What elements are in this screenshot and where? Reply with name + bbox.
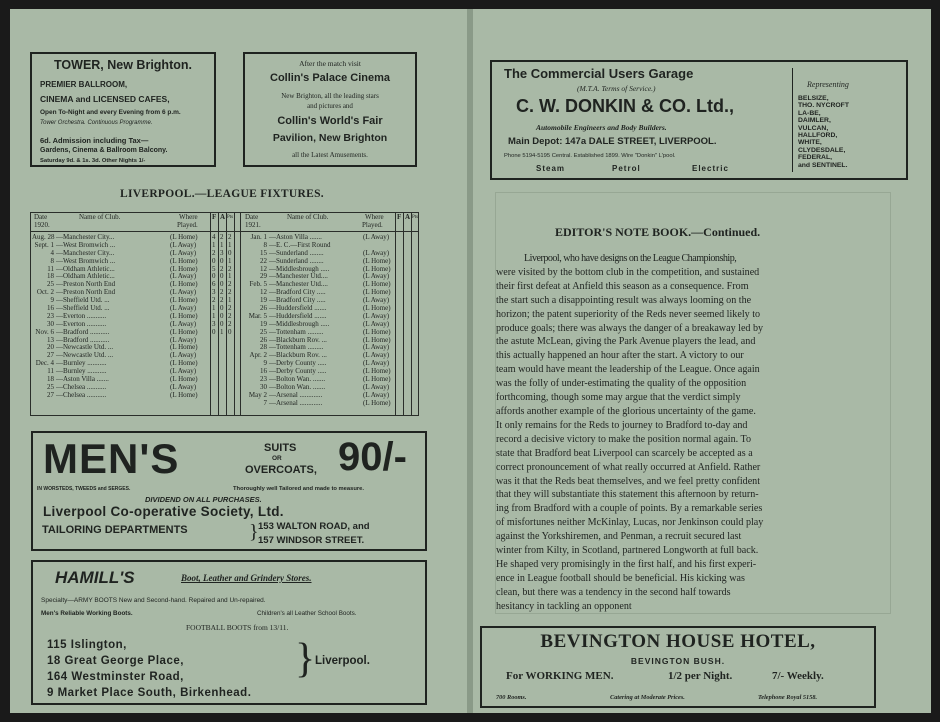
fixture-date: 27 — [47, 351, 54, 360]
right-hdr-pts: Pts — [412, 215, 419, 220]
fixture-a: 0 — [220, 311, 224, 320]
fixture-date: Apr. 2 — [249, 351, 267, 360]
fixture-date: 11 — [47, 367, 54, 376]
left-hdr-where: Where — [179, 213, 198, 221]
mens-addr1: 153 WALTON ROAD, and — [258, 521, 370, 532]
bevington-working: For WORKING MEN. — [506, 670, 614, 682]
fixture-date: Feb. 5 — [249, 280, 267, 289]
fixture-date: 4 — [50, 248, 54, 257]
editor-line: of misfortunes neither McKinlay, Lucas, nor Jenkinson could play — [496, 517, 764, 529]
garage-name: C. W. DONKIN & CO. Ltd., — [516, 96, 734, 116]
collins-footer: all the Latest Amusements. — [292, 151, 368, 159]
fixture-date: 9 — [263, 359, 267, 368]
fixtures-title: LIVERPOOL.—LEAGUE FIXTURES. — [120, 188, 324, 200]
fixture-date: 19 — [260, 319, 267, 328]
fixture-a: 0 — [220, 280, 224, 289]
editor-line: was it that the Reds beat themselves, and we feel pretty confident — [496, 475, 761, 487]
fixture-date: 11 — [47, 264, 54, 273]
fixture-club: —Burnley ........... — [56, 359, 107, 368]
fixture-date: 28 — [260, 343, 267, 352]
garage-rep-item: CLYDESDALE, — [798, 146, 846, 154]
fixture-where: (L Home) — [170, 280, 198, 289]
fixture-club: —Bradford ........... — [56, 327, 110, 336]
fixture-pts: 1 — [228, 240, 232, 249]
editor-line: winter from Kilty, in Scotland, partnered Longworth at full back. — [496, 545, 759, 557]
fixture-pts: 1 — [228, 296, 232, 305]
fixture-date: 23 — [47, 311, 54, 320]
fixture-date: Jan. 1 — [250, 233, 267, 241]
fixture-date: Dec. 4 — [35, 359, 54, 368]
fixture-a: 0 — [220, 319, 224, 328]
fixture-club: —Manchester City... — [56, 248, 115, 257]
brace: } — [249, 521, 259, 543]
tower-line2: CINEMA and LICENSED CAFES, — [40, 94, 170, 104]
hamill-a2: 18 Great George Place, — [47, 655, 184, 667]
fixture-club: —Tottenham ......... — [269, 343, 324, 352]
tower-line3: Open To-Night and every Evening from 6 p.m. — [40, 109, 181, 116]
editor-line: state that Bradford beat Liverpool can scarcely be accepted as a — [496, 447, 753, 459]
fixture-date: 19 — [260, 296, 267, 305]
mens-addr2: 157 WINDSOR STREET. — [258, 535, 365, 546]
fixture-date: 25 — [260, 327, 267, 336]
fixture-club: —Manchester Utd.... — [269, 272, 328, 281]
fixture-club: —Aston Villa ....... — [56, 375, 109, 384]
hamill-brace: } — [295, 636, 316, 682]
fixture-club: —Huddersfield ....... — [269, 311, 327, 320]
right-hdr-played: Played. — [362, 220, 383, 229]
fixture-club: —Burnley ........... — [56, 367, 107, 376]
bevington-rooms: 700 Rooms. — [496, 694, 527, 701]
fixture-where: (L Home) — [170, 359, 198, 368]
fixture-where: (L Away) — [170, 248, 197, 257]
hamill-l2b: Children's all Leather School Boots. — [257, 610, 357, 617]
fixture-date: 12 — [260, 264, 267, 273]
editor-line: He shaped very promisingly in the first half, and his first experi- — [496, 558, 757, 570]
fixture-a: 0 — [220, 272, 224, 281]
garage-rep-item: and SENTINEL. — [798, 161, 848, 169]
fixture-pts: 2 — [228, 280, 232, 289]
fixture-pts: 0 — [228, 248, 232, 257]
fixture-f: 5 — [212, 264, 216, 273]
hamill-l2a: Men's Reliable Working Boots. — [41, 610, 133, 617]
editor-line: were visited by the bottom club in the competition, and sustained — [496, 266, 760, 278]
fixture-date: 8 — [263, 240, 267, 249]
fixture-date: Sept. 1 — [34, 240, 54, 249]
fixture-club: —Preston North End — [56, 280, 116, 289]
fixture-where: (L Home) — [363, 335, 391, 344]
mens-ad — [31, 431, 427, 551]
mens-overcoats: OVERCOATS, — [245, 464, 317, 476]
fixture-club: —Sheffield Utd. ... — [56, 296, 110, 305]
fixture-where: (L Away) — [170, 367, 197, 376]
fixture-where: (L Home) — [170, 375, 198, 384]
fixture-club: —Chelsea ........... — [56, 382, 107, 391]
fixture-f: 1 — [212, 304, 216, 313]
fixture-a: 0 — [220, 256, 224, 265]
fixture-date: Mar. 5 — [248, 311, 267, 320]
left-hdr-date: Date — [34, 213, 48, 221]
mens-society: Liverpool Co-operative Society, Ltd. — [43, 504, 284, 519]
fixture-club: —Aston Villa ....... — [269, 233, 322, 241]
fixture-club: —West Bromwich ... — [56, 240, 116, 249]
fixture-date: 30 — [47, 319, 54, 328]
bevington-sub: BEVINGTON BUSH. — [630, 656, 726, 666]
fixture-f: 0 — [212, 327, 216, 336]
fixture-date: 26 — [260, 304, 267, 313]
fixture-date: 26 — [260, 335, 267, 344]
hamill-l3: FOOTBALL BOOTS from 13/11. — [186, 623, 289, 632]
fixture-where: (L Away) — [363, 351, 390, 360]
tower-line7: Saturday 9d. & 1s. 3d. Other Nights 1/- — [40, 158, 146, 164]
collins-intro: After the match visit — [299, 59, 361, 68]
fixture-club: —Manchester Utd.... — [269, 280, 328, 289]
fixture-f: 2 — [212, 248, 216, 257]
fixture-where: (L Away) — [170, 319, 197, 328]
collins-ad — [243, 52, 417, 167]
fixture-club: —Derby County ..... — [269, 367, 327, 376]
fixture-f: 6 — [212, 280, 216, 289]
right-hdr-where: Where — [365, 213, 384, 221]
fixture-club: —Sunderland ........ — [269, 256, 324, 265]
fixture-where: (L Away) — [363, 319, 390, 328]
editor-title: EDITOR'S NOTE BOOK.—Continued. — [555, 225, 761, 239]
bevington-title: BEVINGTON HOUSE HOTEL, — [540, 631, 816, 652]
right-hdr-f: F — [397, 213, 402, 221]
fixture-club: —Derby County ..... — [269, 359, 327, 368]
fixture-club: —Oldham Athletic... — [56, 272, 115, 281]
fixture-a: 2 — [220, 264, 224, 273]
editor-line: ence in League football should be beneficial. His kicking was — [496, 572, 745, 584]
garage-rep-item: HALLFORD, — [798, 132, 838, 140]
mens-big: MEN'S — [43, 435, 180, 482]
fixture-date: 18 — [47, 375, 54, 384]
fixture-a: 2 — [220, 296, 224, 305]
bevington-night: 1/2 per Night. — [668, 670, 733, 682]
fixture-a: 0 — [220, 304, 224, 313]
fixture-date: 29 — [260, 272, 267, 281]
fixture-where: (L Home) — [170, 327, 198, 336]
fixture-club: —Arsenal ............. — [269, 390, 323, 399]
fixture-date: 7 — [263, 398, 267, 407]
fixture-where: (L Away) — [170, 351, 197, 360]
fixture-where: (L Home) — [363, 375, 391, 384]
garage-phone: Phone 5194-5195 Central. Established 1899. Wire "Donkin" L'pool. — [504, 153, 676, 159]
fixture-club: —Huddersfield ....... — [269, 304, 327, 313]
editor-line: affords another example of the glorious uncertainty of the game. — [496, 405, 756, 417]
editor-line: hesitancy in tackling an opponent — [496, 600, 632, 612]
garage-steam: Steam — [536, 164, 566, 173]
fixture-f: 2 — [212, 296, 216, 305]
fixture-pts: 2 — [228, 264, 232, 273]
editor-line: record a decisive victory to make the position normal again. To — [496, 433, 752, 445]
fixture-where: (L Home) — [170, 311, 198, 320]
right-hdr-year: 1921. — [245, 220, 261, 229]
mens-dividend: DIVIDEND ON ALL PURCHASES. — [145, 495, 262, 504]
editor-line: Liverpool, who have designs on the League Championship, — [524, 253, 737, 264]
fixture-f: 3 — [212, 288, 216, 297]
tower-line4: Tower Orchestra. Continuous Programme. — [40, 120, 153, 126]
editor-line: horizon; the patent superiority of the Reds never seemed likely to — [496, 308, 761, 320]
fixture-club: —Middlesbrough ..... — [269, 264, 330, 273]
fixture-club: —Newcastle Utd. ... — [56, 351, 114, 360]
fixture-where: (L Away) — [363, 272, 390, 281]
left-hdr-f: F — [212, 213, 217, 221]
fixture-club: —Chelsea ........... — [56, 390, 107, 399]
fixture-f: 0 — [212, 256, 216, 265]
garage-rep-item: THO. NYCROFT — [798, 102, 849, 110]
fixture-where: (L Away) — [170, 382, 197, 391]
fixture-pts: 2 — [228, 233, 232, 241]
garage-rep-item: BELSIZE, — [798, 95, 829, 102]
fixture-a: 1 — [220, 240, 224, 249]
fixture-where: (L Home) — [170, 390, 198, 399]
editor-line: produce goals; there was always the danger of a breakaway led by — [496, 322, 764, 334]
fixture-date: 8 — [50, 256, 54, 265]
fixture-date: 18 — [47, 272, 54, 281]
garage-rep-item: DAIMLER, — [798, 117, 831, 125]
left-hdr-a: A — [220, 213, 226, 221]
collins-title3: Pavilion, New Brighton — [272, 132, 388, 144]
garage-eng: Automobile Engineers and Body Builders. — [536, 123, 667, 132]
mens-suits: SUITS — [264, 442, 297, 454]
fixture-where: (L Away) — [170, 304, 197, 313]
fixture-date: 22 — [260, 256, 267, 265]
hamill-city: Liverpool. — [315, 655, 370, 667]
tower-line5: 6d. Admission including Tax— — [40, 136, 149, 145]
garage-title: The Commercial Users Garage — [504, 66, 694, 81]
fixture-club: —Blackburn Rov. ... — [269, 351, 327, 360]
tower-line1: PREMIER BALLROOM, — [40, 80, 128, 89]
editor-line: It only remains for the Reds to journey to Bradford to-day and — [496, 419, 748, 431]
collins-title2: Collin's World's Fair — [277, 115, 383, 127]
hamill-a4: 9 Market Place South, Birkenhead. — [47, 687, 252, 699]
left-hdr-club: Name of Club. — [79, 213, 121, 221]
fixture-club: —Tottenham ......... — [269, 327, 324, 336]
fixture-f: 4 — [212, 233, 216, 241]
mens-small-right: Thoroughly well Tailored and made to measure. — [233, 486, 364, 492]
hamill-ad — [31, 560, 427, 705]
editor-line: this actually happened an hour after the start. A victory to our — [496, 350, 744, 362]
fixture-club: —Arsenal ............. — [269, 398, 323, 407]
bevington-phone: Telephone Royal 5158. — [758, 694, 818, 701]
fixture-pts: 2 — [228, 288, 232, 297]
garage-divider — [792, 68, 793, 172]
editor-line: forthcoming, though some may argue that the verdict simply — [496, 392, 741, 404]
left-hdr-year: 1920. — [34, 220, 50, 229]
fixture-where: (L Home) — [363, 256, 391, 265]
fixture-a: 1 — [220, 327, 224, 336]
bevington-catering: Catering at Moderate Prices. — [610, 694, 685, 701]
editor-line: the astute McLean, giving the Park Avenue players the lead, and — [496, 336, 756, 348]
hamill-a1: 115 Islington, — [47, 639, 127, 651]
fixture-club: —Blackburn Rov. ... — [269, 335, 327, 344]
right-hdr-a: A — [405, 213, 411, 221]
bevington-weekly: 7/- Weekly. — [772, 670, 824, 682]
fixture-where: (L Away) — [363, 382, 390, 391]
fixture-where: (L Away) — [363, 296, 390, 305]
fixture-date: 9 — [50, 296, 54, 305]
fixture-date: 20 — [47, 343, 54, 352]
editor-line: was the folly of under-estimating the quality of the opposition — [496, 378, 747, 390]
fixture-date: 15 — [260, 248, 267, 257]
fixture-club: —Everton ........... — [56, 311, 107, 320]
collins-mid2: and pictures and — [307, 102, 353, 110]
fixture-where: (L Home) — [363, 264, 391, 273]
hamill-name: HAMILL'S — [55, 568, 135, 587]
fixture-club: —Manchester City... — [56, 233, 115, 241]
fixture-where: (L Home) — [170, 343, 198, 352]
fixture-date: 12 — [260, 288, 267, 297]
fixture-f: 0 — [212, 272, 216, 281]
hamill-l1: Specialty—ARMY BOOTS New and Second-hand. Repaired and Un-repaired. — [41, 597, 266, 604]
fixture-date: 23 — [260, 375, 267, 384]
fixture-where: (L Away) — [170, 240, 197, 249]
fixture-club: —West Bromwich ... — [56, 256, 116, 265]
collins-title1: Collin's Palace Cinema — [270, 72, 390, 84]
tower-line6: Gardens, Cinema & Ballroom Balcony. — [40, 147, 168, 154]
fixture-where: (L Away) — [363, 390, 390, 399]
garage-petrol: Petrol — [612, 164, 641, 173]
fixture-club: —Sheffield Utd. ... — [56, 304, 110, 313]
fixture-date: May 2 — [248, 390, 267, 399]
fixture-where: (L Away) — [363, 311, 390, 320]
editor-line: the start such a disappointing result was always looming on the — [496, 294, 752, 306]
fixture-where: (L Home) — [363, 398, 391, 407]
fixture-where: (L Away) — [363, 233, 390, 241]
garage-sub: (M.T.A. Terms of Service.) — [577, 84, 656, 93]
garage-rep-item: FEDERAL, — [798, 154, 832, 162]
editor-line: correct pronouncement of what really occurred at Anfield. Rather — [496, 461, 761, 473]
fixture-where: (L Away) — [363, 248, 390, 257]
fixture-date: 13 — [47, 335, 54, 344]
right-hdr-club: Name of Club. — [287, 213, 329, 221]
garage-reps — [798, 95, 849, 169]
editor-line: ing from Bradford with a couple of points. By a remarkable series — [496, 503, 763, 515]
fixture-pts: 2 — [228, 311, 232, 320]
left-hdr-pts: Pts — [227, 215, 234, 220]
fixture-date: 25 — [47, 382, 54, 391]
fixture-pts: 2 — [228, 319, 232, 328]
mens-tailoring: TAILORING DEPARTMENTS — [42, 524, 188, 536]
fixture-where: (L Home) — [363, 327, 391, 336]
fixture-date: 16 — [260, 367, 267, 376]
fixture-club: —Everton ........... — [56, 319, 107, 328]
hamill-a3: 164 Westminster Road, — [47, 671, 184, 683]
fixture-club: —Bolton Wan. ....... — [269, 375, 326, 384]
fixture-club: —Oldham Athletic... — [56, 264, 115, 273]
fixture-f: 1 — [212, 240, 216, 249]
mens-price: 90/- — [338, 435, 407, 479]
fixture-club: —Newcastle Utd. ... — [56, 343, 114, 352]
fixture-where: (L Home) — [170, 296, 198, 305]
editor-line: that they will substantiate this statement this afternoon by return- — [496, 489, 759, 501]
fixture-club: —Bradford ........... — [56, 335, 110, 344]
editor-line: their first defeat at Anfield this season as a consequence. From — [496, 280, 749, 292]
fixture-pts: 0 — [228, 327, 232, 336]
mens-small-left: IN WORSTEDS, TWEEDS and SERGES. — [37, 486, 131, 492]
editor-line: against the Yorkshiremen, and Penman, a recruit secured last — [496, 531, 742, 543]
fixture-where: (L Away) — [363, 343, 390, 352]
fixture-where: (L Away) — [363, 359, 390, 368]
garage-depot: Main Depot: 147a DALE STREET, LIVERPOOL. — [508, 136, 717, 147]
bevington-ad — [480, 626, 876, 708]
fixture-club: —Bolton Wan. ....... — [269, 382, 326, 391]
editor-body — [496, 252, 874, 614]
collins-mid1: New Brighton, all the leading stars — [281, 92, 379, 100]
fixture-pts: 1 — [228, 256, 232, 265]
fixture-club: —Preston North End — [56, 288, 116, 297]
fixture-f: 1 — [212, 311, 216, 320]
fixture-where: (L Away) — [170, 272, 197, 281]
fixture-where: (L Home) — [363, 288, 391, 297]
editor-line: team would have meant the leadership of the League. Once again — [496, 364, 760, 376]
fixture-a: 3 — [220, 248, 224, 257]
garage-ad — [490, 60, 908, 180]
fixture-where: (L Home) — [363, 304, 391, 313]
garage-rep-item: LA-BE, — [798, 109, 821, 117]
fixture-where: (L Home) — [170, 264, 198, 273]
mens-or: OR — [272, 455, 282, 462]
fixture-date: 27 — [47, 390, 54, 399]
fixture-where: (L Away) — [170, 335, 197, 344]
fixture-date: 25 — [47, 280, 54, 289]
fixture-f: 3 — [212, 319, 216, 328]
tower-ad — [30, 52, 216, 167]
editor-line: clean, but there was a tendency in the second half towards — [496, 586, 731, 598]
fixture-where: (L Home) — [170, 233, 198, 241]
fixture-a: 2 — [220, 288, 224, 297]
hamill-tag: Boot, Leather and Grindery Stores. — [181, 573, 312, 583]
fixture-club: —Middlesbrough ..... — [269, 319, 330, 328]
fixture-where: (L Home) — [170, 256, 198, 265]
fixture-pts: 1 — [228, 272, 232, 281]
fixture-club: —Bradford City ..... — [269, 296, 326, 305]
fixture-date: Nov. 6 — [35, 327, 54, 336]
fixture-where: (L Away) — [170, 288, 197, 297]
fixture-club: —E. C.—First Round — [269, 240, 331, 249]
fixture-where: (L Home) — [363, 367, 391, 376]
fixture-date: 16 — [47, 304, 54, 313]
tower-title: TOWER, New Brighton. — [54, 58, 192, 72]
fixture-club: —Bradford City ..... — [269, 288, 326, 297]
fixture-date: 30 — [260, 382, 267, 391]
fixture-pts: 2 — [228, 304, 232, 313]
fixture-date: Aug. 28 — [32, 233, 55, 241]
garage-rep-item: VULCAN, — [798, 124, 829, 132]
fixture-a: 2 — [220, 233, 224, 241]
right-hdr-date: Date — [245, 213, 259, 221]
garage-rep-item: WHITE, — [798, 139, 822, 147]
garage-rep-title: Representing — [807, 80, 849, 89]
garage-electric: Electric — [692, 164, 729, 173]
fixture-date: Oct. 2 — [36, 288, 54, 297]
fixture-club: —Sunderland ........ — [269, 248, 324, 257]
left-hdr-played: Played. — [177, 220, 198, 229]
fixture-where: (L Home) — [363, 280, 391, 289]
fixtures-table — [30, 212, 419, 416]
